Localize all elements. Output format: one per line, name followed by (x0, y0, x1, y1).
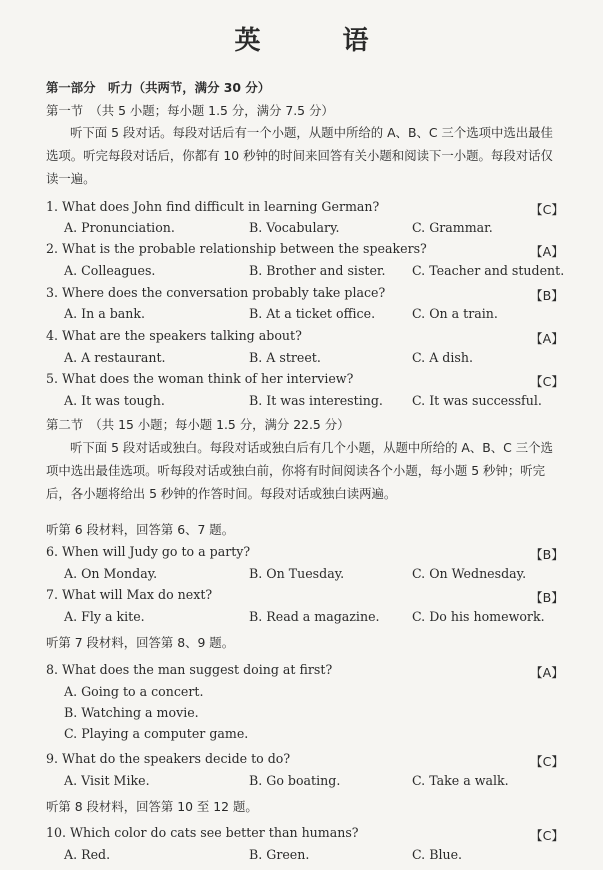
question-3: 3. Where does the conversation probably take place? (46, 285, 386, 300)
q6-option-c: C. On Wednesday. (412, 566, 527, 581)
q4-option-c: C. A dish. (412, 350, 473, 365)
material-8-heading: 听第 8 段材料，回答第 10 至 12 题。 (46, 799, 258, 814)
question-7: 7. What will Max do next? (46, 587, 213, 602)
q2-option-b: B. Brother and sister. (249, 263, 386, 278)
q4-option-a: A. A restaurant. (64, 350, 166, 365)
section2-instructions: 听下面 5 段对话或独白。每段对话或独白后有几个小题，从题中所给的 A、B、C 三个选项中选出最佳选项。听每段对话或独白前，你将有时间阅读各个小题，每小题 5 秒钟；听完后，各小题将给出 5 秒钟的作答时间。每段对话或独白读两遍。 (46, 440, 553, 501)
q2-option-c: C. Teacher and student. (412, 263, 565, 278)
q5-option-b: B. It was interesting. (249, 393, 383, 408)
section1-instructions: 听下面 5 段对话。每段对话后有一个小题，从题中所给的 A、B、C 三个选项中选出最佳选项。听完每段对话后，你都有 10 秒钟的时间来回答有关小题和阅读下一小题。每段对话仅读一遍。 (46, 125, 553, 186)
q3-option-c: C. On a train. (412, 306, 498, 321)
q10-option-b: B. Green. (249, 847, 310, 862)
q9-option-a: A. Visit Mike. (64, 773, 150, 788)
q8-option-c: C. Playing a computer game. (64, 726, 249, 741)
q9-option-b: B. Go boating. (249, 773, 341, 788)
q7-option-b: B. Read a magazine. (249, 609, 380, 624)
page-title: 英 语 (234, 26, 397, 56)
q9-option-c: C. Take a walk. (412, 773, 509, 788)
q5-option-c: C. It was successful. (412, 393, 542, 408)
q6-option-a: A. On Monday. (64, 566, 158, 581)
part1-heading: 第一部分 听力（共两节，满分 30 分） (46, 80, 271, 95)
answer-5: 【C】 (530, 374, 564, 389)
material-7-heading: 听第 7 段材料，回答第 8、9 题。 (46, 635, 235, 650)
answer-1: 【C】 (530, 202, 564, 217)
q8-option-b: B. Watching a movie. (64, 705, 199, 720)
answer-7: 【B】 (530, 590, 564, 605)
q1-option-b: B. Vocabulary. (249, 220, 340, 235)
question-9: 9. What do the speakers decide to do? (46, 751, 291, 766)
q3-option-b: B. At a ticket office. (249, 306, 376, 321)
q6-option-b: B. On Tuesday. (249, 566, 345, 581)
answer-2: 【A】 (530, 244, 564, 259)
q7-option-a: A. Fly a kite. (64, 609, 145, 624)
question-2: 2. What is the probable relationship between the speakers? (46, 241, 427, 256)
question-8: 8. What does the man suggest doing at first? (46, 662, 333, 677)
section1-heading: 第一节 （共 5 小题；每小题 1.5 分，满分 7.5 分） (46, 103, 334, 118)
q10-option-c: C. Blue. (412, 847, 463, 862)
q8-option-a: A. Going to a concert. (64, 684, 204, 699)
answer-3: 【B】 (530, 288, 564, 303)
q1-option-a: A. Pronunciation. (64, 220, 175, 235)
q10-option-a: A. Red. (64, 847, 111, 862)
q5-option-a: A. It was tough. (64, 393, 165, 408)
answer-10: 【C】 (530, 828, 564, 843)
section2-heading: 第二节 （共 15 小题；每小题 1.5 分，满分 22.5 分） (46, 417, 350, 432)
answer-8: 【A】 (530, 665, 564, 680)
answer-4: 【A】 (530, 331, 564, 346)
question-6: 6. When will Judy go to a party? (46, 544, 251, 559)
q1-option-c: C. Grammar. (412, 220, 493, 235)
material-6-heading: 听第 6 段材料，回答第 6、7 题。 (46, 522, 235, 537)
q2-option-a: A. Colleagues. (64, 263, 156, 278)
q7-option-c: C. Do his homework. (412, 609, 545, 624)
question-5: 5. What does the woman think of her interview? (46, 371, 354, 386)
q3-option-a: A. In a bank. (64, 306, 146, 321)
question-10: 10. Which color do cats see better than humans? (46, 825, 359, 840)
answer-6: 【B】 (530, 547, 564, 562)
q4-option-b: B. A street. (249, 350, 321, 365)
answer-9: 【C】 (530, 754, 564, 769)
question-4: 4. What are the speakers talking about? (46, 328, 302, 343)
question-1: 1. What does John find difficult in learning German? (46, 199, 380, 214)
